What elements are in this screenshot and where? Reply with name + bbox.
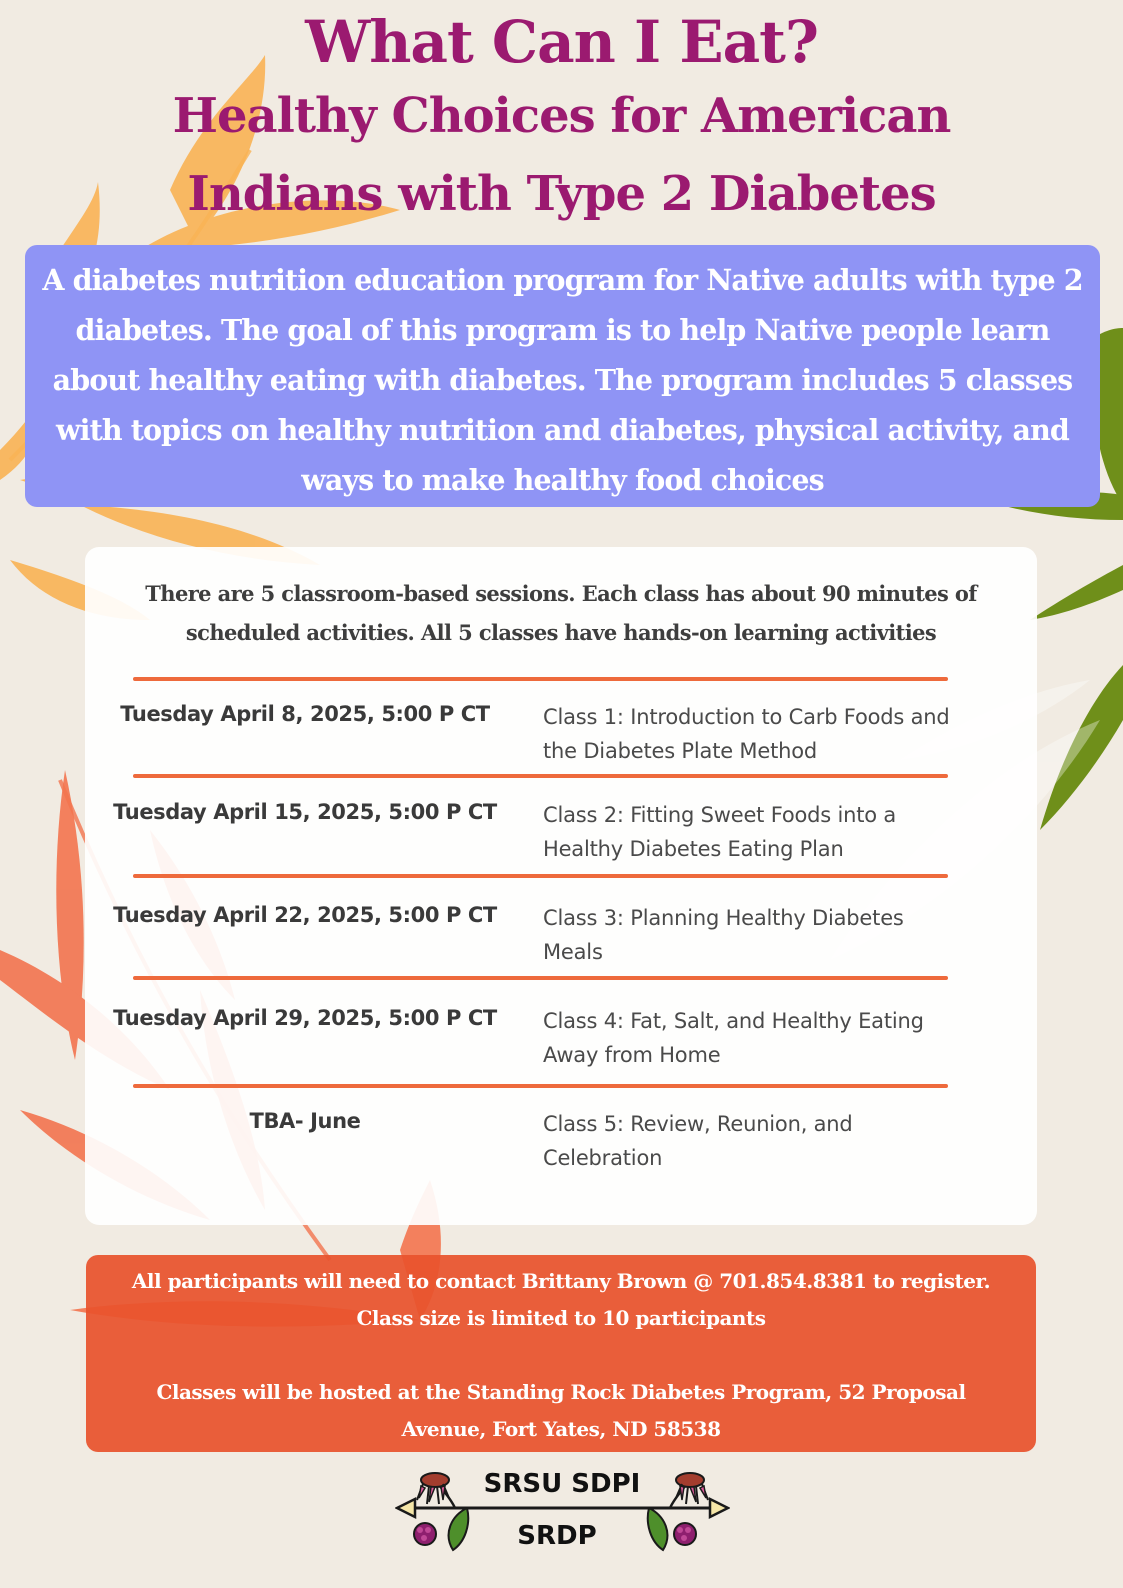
class-title-line2: Celebration [543, 1146, 663, 1170]
class-date: Tuesday April 29, 2025, 5:00 P CT [113, 1006, 497, 1030]
class-title [543, 700, 1013, 768]
page-subtitle-line1: Healthy Choices for American [172, 88, 951, 144]
page-subtitle-line2: Indians with Type 2 Diabetes [187, 166, 936, 222]
class-title [543, 1107, 1013, 1175]
schedule-intro-line2: scheduled activities. All 5 classes have hands-on learning activities [185, 620, 937, 645]
class-date: TBA- June [249, 1109, 361, 1133]
class-title-line1: Class 3: Planning Healthy Diabetes [543, 906, 904, 930]
schedule-row-class-1 [85, 702, 1037, 782]
logo-text-line1: SRSU SDPI [483, 1472, 641, 1499]
schedule-row-class-4 [85, 1006, 1037, 1086]
divider [133, 1084, 948, 1088]
right-arrowhead-icon [710, 1499, 728, 1517]
class-title-line1: Class 1: Introduction to Carb Foods and [543, 705, 950, 729]
right-coneflower-icon [670, 1473, 708, 1508]
schedule-row-class-2 [85, 800, 1037, 880]
registration-info-box [86, 1255, 1036, 1452]
divider [133, 774, 948, 778]
divider [133, 677, 948, 681]
class-title-line2: Meals [543, 940, 603, 964]
schedule-row-class-5 [85, 1109, 1037, 1189]
srsu-sdpi-srdp-logo [395, 1472, 730, 1582]
class-date: Tuesday April 15, 2025, 5:00 P CT [113, 800, 497, 824]
left-coneflower-icon [417, 1473, 455, 1508]
class-title-line2: Healthy Diabetes Eating Plan [543, 837, 844, 861]
location-line1: Classes will be hosted at the Standing Rock Diabetes Program, 52 Proposal [156, 1380, 966, 1404]
class-title-line1: Class 2: Fitting Sweet Foods into a [543, 803, 897, 827]
right-leaf-icon [648, 1508, 668, 1550]
class-date: Tuesday April 8, 2025, 5:00 P CT [120, 702, 490, 726]
left-arrowhead-icon [397, 1499, 415, 1517]
class-date: Tuesday April 22, 2025, 5:00 P CT [113, 903, 497, 927]
class-title [543, 1004, 1013, 1072]
left-leaf-icon [449, 1508, 469, 1550]
logo-text-line2: SRDP [517, 1521, 597, 1551]
divider [133, 874, 948, 878]
divider [133, 976, 948, 980]
schedule-intro-line1: There are 5 classroom-based sessions. Each class has about 90 minutes of [145, 581, 977, 606]
location-line2: Avenue, Fort Yates, ND 58538 [401, 1417, 721, 1441]
right-berry-icon [674, 1523, 696, 1545]
registration-contact-line: All participants will need to contact Brittany Brown @ 701.854.8381 to register. [131, 1269, 991, 1293]
class-size-line: Class size is limited to 10 participants [356, 1306, 766, 1330]
program-description: A diabetes nutrition education program for Native adults with type 2 diabetes. The goal of this program is to help Native people learn about healthy eating with diabetes. The program includes 5 classes with topics on healthy nutrition and diabetes, physical activity, and ways to make healthy food choices [25, 245, 1100, 507]
left-berry-icon [414, 1523, 436, 1545]
class-title-line1: Class 4: Fat, Salt, and Healthy Eating [543, 1009, 924, 1033]
class-title [543, 798, 1013, 866]
class-title-line2: the Diabetes Plate Method [543, 739, 817, 763]
schedule-row-class-3 [85, 903, 1037, 983]
schedule-intro [85, 574, 1037, 652]
schedule-card [85, 547, 1037, 1225]
class-title-line1: Class 5: Review, Reunion, and [543, 1112, 853, 1136]
page-title: What Can I Eat? [305, 8, 818, 76]
class-title-line2: Away from Home [543, 1043, 721, 1067]
class-title [543, 901, 1013, 969]
